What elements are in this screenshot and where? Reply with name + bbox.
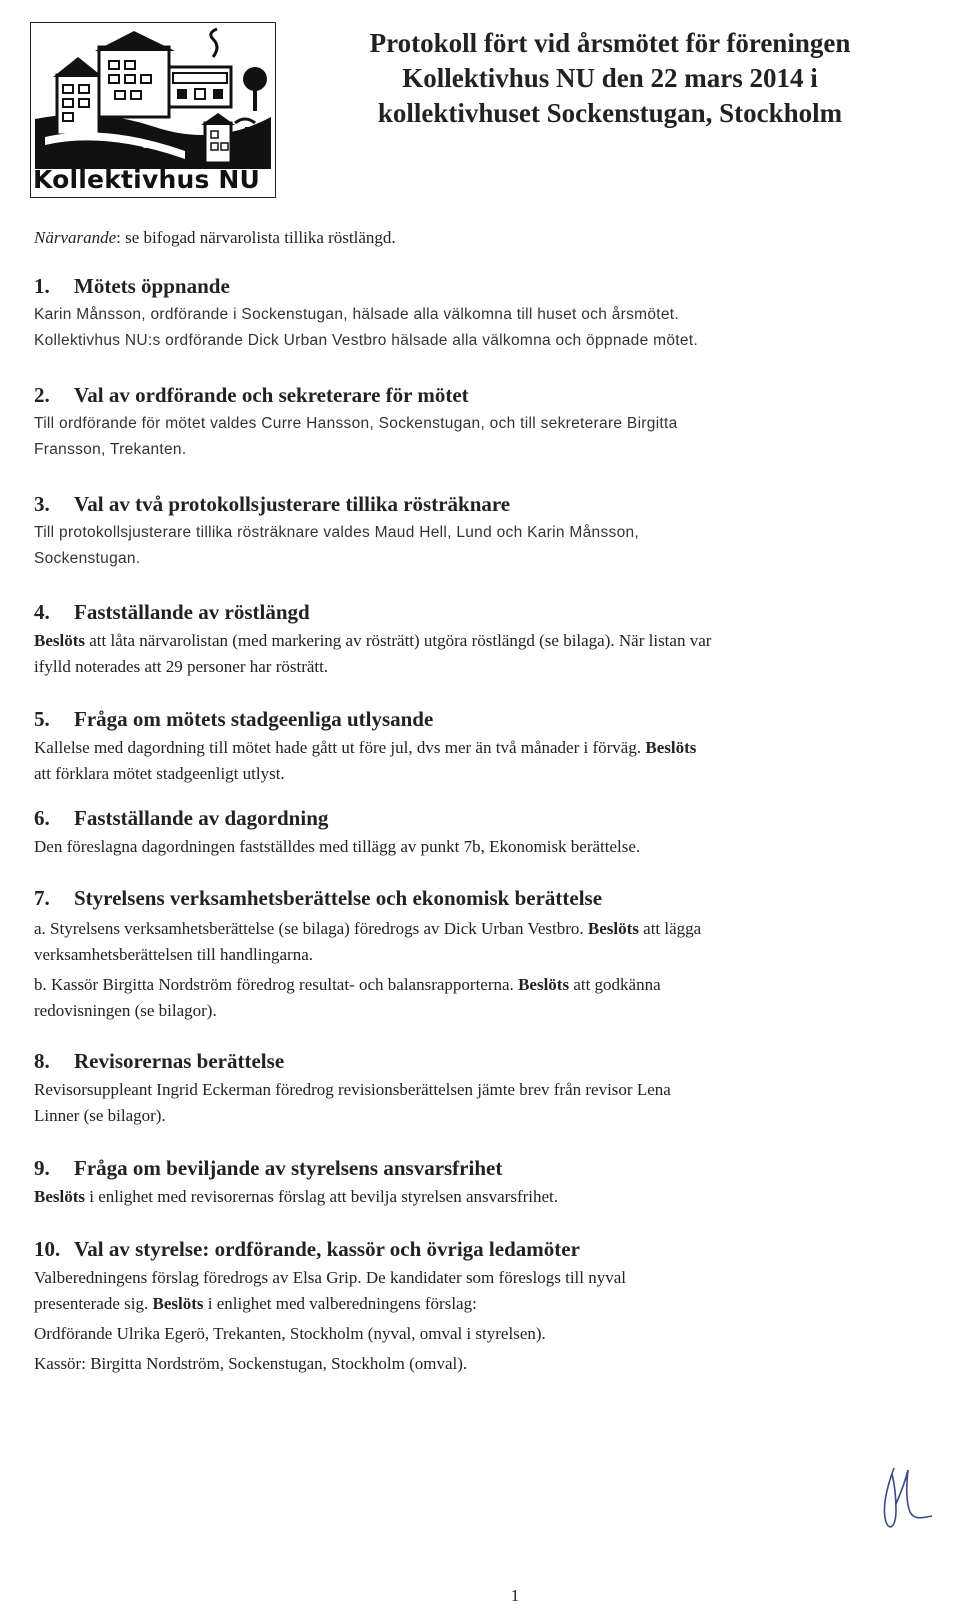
section-text: att låta närvarolistan (med markering av rösträtt) utgöra röstlängd (se bilaga). När listan var <box>85 631 712 650</box>
handwritten-initials <box>872 1460 942 1540</box>
section-heading <box>34 598 914 626</box>
document-title <box>300 26 920 131</box>
decision-keyword: Beslöts <box>152 1294 204 1313</box>
section-title: Styrelsens verksamhetsberättelse och ekonomisk berättelse <box>74 886 603 910</box>
section-title: Fastställande av röstlängd <box>74 600 310 624</box>
section-heading <box>34 1047 914 1075</box>
section-number: 6. <box>34 806 50 830</box>
section-text-line: Sockenstugan. <box>34 550 141 567</box>
attendance-label: Närvarande <box>34 228 117 247</box>
section-heading <box>34 884 914 912</box>
attendance-text: : se bifogad närvarolista tillika röstlängd. <box>116 228 396 247</box>
houses-illustration <box>35 27 271 169</box>
section-5 <box>34 705 914 787</box>
section-text: i enlighet med valberedningens förslag: <box>203 1294 477 1313</box>
logo <box>30 22 276 198</box>
section-number: 9. <box>34 1156 50 1180</box>
section-6 <box>34 804 914 860</box>
section-text-line <box>34 628 914 654</box>
decision-keyword: Beslöts <box>34 631 85 650</box>
section-text-line <box>34 1291 914 1317</box>
section-text-line: verksamhetsberättelsen till handlingarna. <box>34 945 313 964</box>
section-1 <box>34 272 914 354</box>
section-8 <box>34 1047 914 1129</box>
section-text-line: Karin Månsson, ordförande i Sockenstugan, hälsade alla välkomna till huset och årsmötet. <box>34 306 680 323</box>
section-text: att godkänna <box>569 975 661 994</box>
section-title: Fastställande av dagordning <box>74 806 329 830</box>
section-text-line: Revisorsuppleant Ingrid Eckerman föredrog revisionsberättelsen jämte brev från revisor Lena <box>34 1080 671 1099</box>
section-text-line: Kollektivhus NU:s ordförande Dick Urban Vestbro hälsade alla välkomna och öppnade mötet. <box>34 332 698 349</box>
section-number: 10. <box>34 1237 61 1261</box>
section-title: Val av två protokollsjusterare tillika rösträknare <box>74 492 511 516</box>
decision-keyword: Beslöts <box>34 1187 85 1206</box>
section-heading <box>34 381 914 409</box>
section-text-line: redovisningen (se bilagor). <box>34 1001 217 1020</box>
section-text-line <box>34 972 914 998</box>
section-heading <box>34 1235 914 1263</box>
title-line-3: kollektivhuset Sockenstugan, Stockholm <box>377 98 843 128</box>
section-heading <box>34 705 914 733</box>
section-heading <box>34 490 914 518</box>
attendance-line <box>34 228 396 248</box>
section-text-line: Valberedningens förslag föredrogs av Elsa Grip. De kandidater som föreslogs till nyval <box>34 1268 627 1287</box>
title-line-2: Kollektivhus NU den 22 mars 2014 i <box>402 63 818 93</box>
title-line-1: Protokoll fört vid årsmötet för föreningen <box>369 28 851 58</box>
section-title: Val av ordförande och sekreterare för mötet <box>74 383 469 407</box>
section-text: i enlighet med revisorernas förslag att bevilja styrelsen ansvarsfrihet. <box>85 1187 559 1206</box>
section-text-line: Linner (se bilagor). <box>34 1106 166 1125</box>
section-number: 1. <box>34 274 50 298</box>
section-text-line: att förklara mötet stadgeenligt utlyst. <box>34 764 285 783</box>
section-text-line <box>34 916 914 942</box>
section-title: Fråga om beviljande av styrelsens ansvarsfrihet <box>74 1156 503 1180</box>
section-text-line: ifylld noterades att 29 personer har rösträtt. <box>34 657 329 676</box>
section-number: 3. <box>34 492 50 516</box>
section-text-line: Fransson, Trekanten. <box>34 441 187 458</box>
section-text: Kallelse med dagordning till mötet hade gått ut före jul, dvs mer än två månader i förväg. <box>34 738 646 757</box>
section-title: Revisorernas berättelse <box>74 1049 285 1073</box>
section-heading <box>34 272 914 300</box>
logo-text: Kollektivhus NU <box>33 165 261 194</box>
section-7 <box>34 884 914 1024</box>
decision-keyword: Beslöts <box>518 975 570 994</box>
section-title: Mötets öppnande <box>74 274 230 298</box>
section-text-line: Ordförande Ulrika Egerö, Trekanten, Stockholm (nyval, omval i styrelsen). <box>34 1324 546 1343</box>
section-text-line <box>34 1184 914 1210</box>
section-text: a. Styrelsens verksamhetsberättelse (se bilaga) föredrogs av Dick Urban Vestbro. <box>34 919 588 938</box>
section-4 <box>34 598 914 680</box>
section-10 <box>34 1235 914 1377</box>
section-number: 2. <box>34 383 50 407</box>
section-heading <box>34 1154 914 1182</box>
section-number: 8. <box>34 1049 50 1073</box>
section-title: Fråga om mötets stadgeenliga utlysande <box>74 707 434 731</box>
section-text-line: Till ordförande för mötet valdes Curre Hansson, Sockenstugan, och till sekreterare Birgitta <box>34 415 678 432</box>
section-text: presenterade sig. <box>34 1294 153 1313</box>
section-3 <box>34 490 914 572</box>
section-text-line: Till protokollsjusterare tillika rösträknare valdes Maud Hell, Lund och Karin Månsson, <box>34 524 640 541</box>
section-text-line <box>34 735 914 761</box>
section-title: Val av styrelse: ordförande, kassör och övriga ledamöter <box>74 1237 580 1261</box>
section-number: 4. <box>34 600 50 624</box>
section-9 <box>34 1154 914 1210</box>
section-2 <box>34 381 914 463</box>
section-number: 5. <box>34 707 50 731</box>
section-text-line: Kassör: Birgitta Nordström, Sockenstugan, Stockholm (omval). <box>34 1354 468 1373</box>
section-number: 7. <box>34 886 50 910</box>
page-number: 1 <box>510 1586 520 1605</box>
decision-keyword: Beslöts <box>587 919 639 938</box>
section-text: att lägga <box>638 919 702 938</box>
section-text-line: Den föreslagna dagordningen fastställdes med tillägg av punkt 7b, Ekonomisk berättelse. <box>34 837 641 856</box>
decision-keyword: Beslöts <box>645 738 697 757</box>
section-heading <box>34 804 914 832</box>
section-text: b. Kassör Birgitta Nordström föredrog resultat- och balansrapporterna. <box>34 975 519 994</box>
